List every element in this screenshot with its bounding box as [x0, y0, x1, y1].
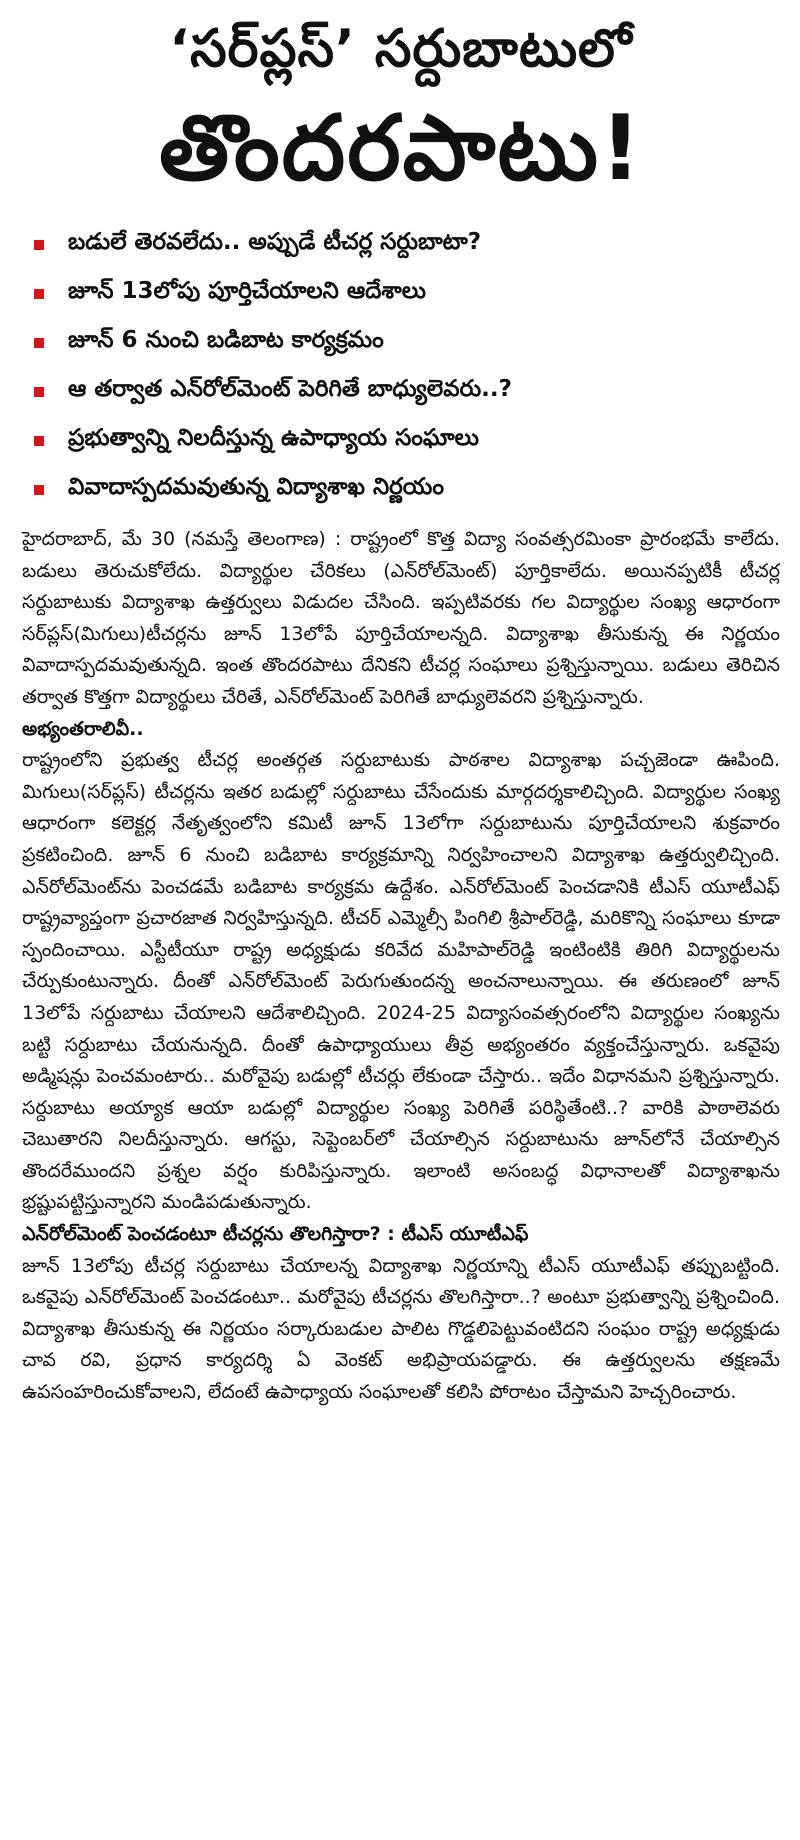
bullet-item [22, 416, 780, 465]
square-bullet-icon [34, 485, 44, 495]
bullet-item [22, 367, 780, 416]
highlight-bullets [22, 220, 780, 514]
square-bullet-icon [34, 240, 44, 250]
article-intro: హైదరాబాద్, మే 30 (నమస్తే తెలంగాణ) : రాష్ట్రంలో కొత్త విద్యా సంవత్సరమింకా ప్రారంభమే కాలేదు. బడులు తెరుచుకోలేదు. విద్యార్థుల చేరికలు (ఎన్‌రోల్‌మెంట్) పూర్తికాలేదు. అయినప్పటికీ టీచర్ల సర్దుబాటుకు విద్యాశాఖ ఉత్తర్వులు విడుదల చేసింది. ఇప్పటివరకు గల విద్యార్థుల సంఖ్య ఆధారంగా సర్‌ప్లస్(మిగులు)టీచర్లను జూన్ 13లోపే పూర్తిచేయాలన్నది. విద్యాశాఖ తీసుకున్న ఈ నిర్ణయం వివాదాస్పదమవుతున్నది. ఇంత తొందరపాటు దేనికని టీచర్ల సంఘాలు ప్రశ్నిస్తున్నాయి. బడులు తెరిచిన తర్వాత కొత్తగా విద్యార్థులు చేరితే, ఎన్‌రోల్‌మెంట్ పెరిగితే బాధ్యులెవరని ప్రశ్నిస్తున్నారు. [22, 528, 780, 708]
bullet-text: వివాదాస్పదమవుతున్న విద్యాశాఖ నిర్ణయం [68, 473, 444, 500]
headline-line-1: ‘సర్‌ప్లస్’ సర్దుబాటులో [169, 19, 633, 79]
bullet-text: బడులే తెరవలేదు.. అప్పుడే టీచర్ల సర్దుబాటా? [68, 228, 482, 255]
bullet-item [22, 465, 780, 514]
bullet-text: జూన్ 13లోపు పూర్తిచేయాలని ఆదేశాలు [68, 277, 426, 304]
bullet-text: జూన్ 6 నుంచి బడిబాట కార్యక్రమం [68, 326, 384, 353]
subheading-objections: అభ్యంతరాలివీ.. [22, 717, 144, 740]
square-bullet-icon [34, 338, 44, 348]
bullet-item [22, 269, 780, 318]
bullet-item [22, 318, 780, 367]
square-bullet-icon [34, 436, 44, 446]
square-bullet-icon [34, 387, 44, 397]
square-bullet-icon [34, 289, 44, 299]
article-paragraph-2: రాష్ట్రంలోని ప్రభుత్వ టీచర్ల అంతర్గత సర్దుబాటుకు పాఠశాల విద్యాశాఖ పచ్చజెండా ఊపింది. మిగులు(సర్‌ప్లస్) టీచర్లను ఇతర బడుల్లో సర్దుబాటు చేసేందుకు మార్గదర్శకాలిచ్చింది. విద్యార్థుల సంఖ్య ఆధారంగా కలెక్టర్ల నేతృత్వంలోని కమిటీ జూన్ 13లోగా సర్దుబాటును పూర్తిచేయాలని శుక్రవారం ప్రకటించింది. జూన్ 6 నుంచి బడిబాట కార్యక్రమాన్ని నిర్వహించాలని విద్యాశాఖ ఉత్తర్వులిచ్చింది. ఎన్‌రోల్‌మెంట్‌ను పెంచడమే బడిబాట కార్యక్రమ ఉద్దేశం. ఎన్‌రోల్‌మెంట్ పెంచడానికి టీఎస్ యూటీఎఫ్ రాష్ట్రవ్యాప్తంగా ప్రచారజాత నిర్వహిస్తున్నది. టీచర్ ఎమ్మెల్సీ పింగిలి శ్రీపాల్‌రెడ్డి, మరికొన్ని సంఘాలు కూడా స్పందించాయి. ఎస్టీటీయూ రాష్ట్ర అధ్యక్షుడు కరివేద మహిపాల్‌రెడ్డి ఇంటింటికి తిరిగి విద్యార్థులను చేర్పుకుంటున్నారు. దీంతో ఎన్‌రోల్‌మెంట్ పెరుగుతుందన్న అంచనాలున్నాయి. ఈ తరుణంలో జూన్ 13లోపే సర్దుబాటు చేయాలని ఆదేశాలిచ్చింది. 2024-25 విద్యాసంవత్సరంలోని విద్యార్థుల సంఖ్యను బట్టి సర్దుబాటు చేయనున్నది. దీంతో ఉపాధ్యాయులు తీవ్ర అభ్యంతరం వ్యక్తంచేస్తున్నారు. ఒకవైపు అడ్మిషన్లు పెంచమంటారు.. మరోవైపు బడుల్లో టీచర్లు లేకుండా చేస్తారు.. ఇదేం విధానమని ప్రశ్నిస్తున్నారు. సర్దుబాటు అయ్యాక ఆయా బడుల్లో విద్యార్థుల సంఖ్య పెరిగితే పరిస్థితేంటి..? వారికి పాఠాలెవరు చెబుతారని నిలదీస్తున్నారు. ఆగస్టు, సెప్టెంబర్‌లో చేయాల్సిన సర్దుబాటును జూన్‌లోనే చేయాల్సిన తొందరేముందని ప్రశ్నల వర్షం కురిపిస్తున్నారు. ఇలాంటి అసంబద్ధ విధానాలతో విద్యాశాఖను భ్రష్టుపట్టిస్తున్నారని మండిపడుతున్నారు. [22, 749, 780, 1214]
bullet-item [22, 220, 780, 269]
bullet-text: ప్రభుత్వాన్ని నిలదీస్తున్న ఉపాధ్యాయ సంఘాలు [68, 424, 479, 451]
subheading-utf: ఎన్‌రోల్‌మెంట్ పెంచడంటూ టీచర్లను తొలగిస్తారా? : టీఎస్ యూటీఎఫ్ [22, 1223, 529, 1246]
bullet-text: ఆ తర్వాత ఎన్‌రోల్‌మెంట్ పెరిగితే బాధ్యులెవరు..? [68, 375, 512, 402]
article-paragraph-3: జూన్ 13లోపు టీచర్ల సర్దుబాటు చేయాలన్న విద్యాశాఖ నిర్ణయాన్ని టీఎస్ యూటీఎఫ్ తప్పుబట్టింది. ఒకవైపు ఎన్‌రోల్‌మెంట్ పెంచడంటూ.. మరోవైపు టీచర్లను తొలగిస్తారా..? అంటూ ప్రభుత్వాన్ని ప్రశ్నించింది. విద్యాశాఖ తీసుకున్న ఈ నిర్ణయం సర్కారుబడుల పాలిట గొడ్డలిపెట్టువంటిదని సంఘం రాష్ట్ర అధ్యక్షుడు చావ రవి, ప్రధాన కార్యదర్శి ఏ వెంకట్ అభిప్రాయపడ్డారు. ఈ ఉత్తర్వులను తక్షణమే ఉపసంహరించుకోవాలని, లేదంటే ఉపాధ్యాయ సంఘాలతో కలిసి పోరాటం చేస్తామని హెచ్చరించారు. [22, 1254, 780, 1404]
headline-line-2: తొందరపాటు! [158, 96, 644, 201]
